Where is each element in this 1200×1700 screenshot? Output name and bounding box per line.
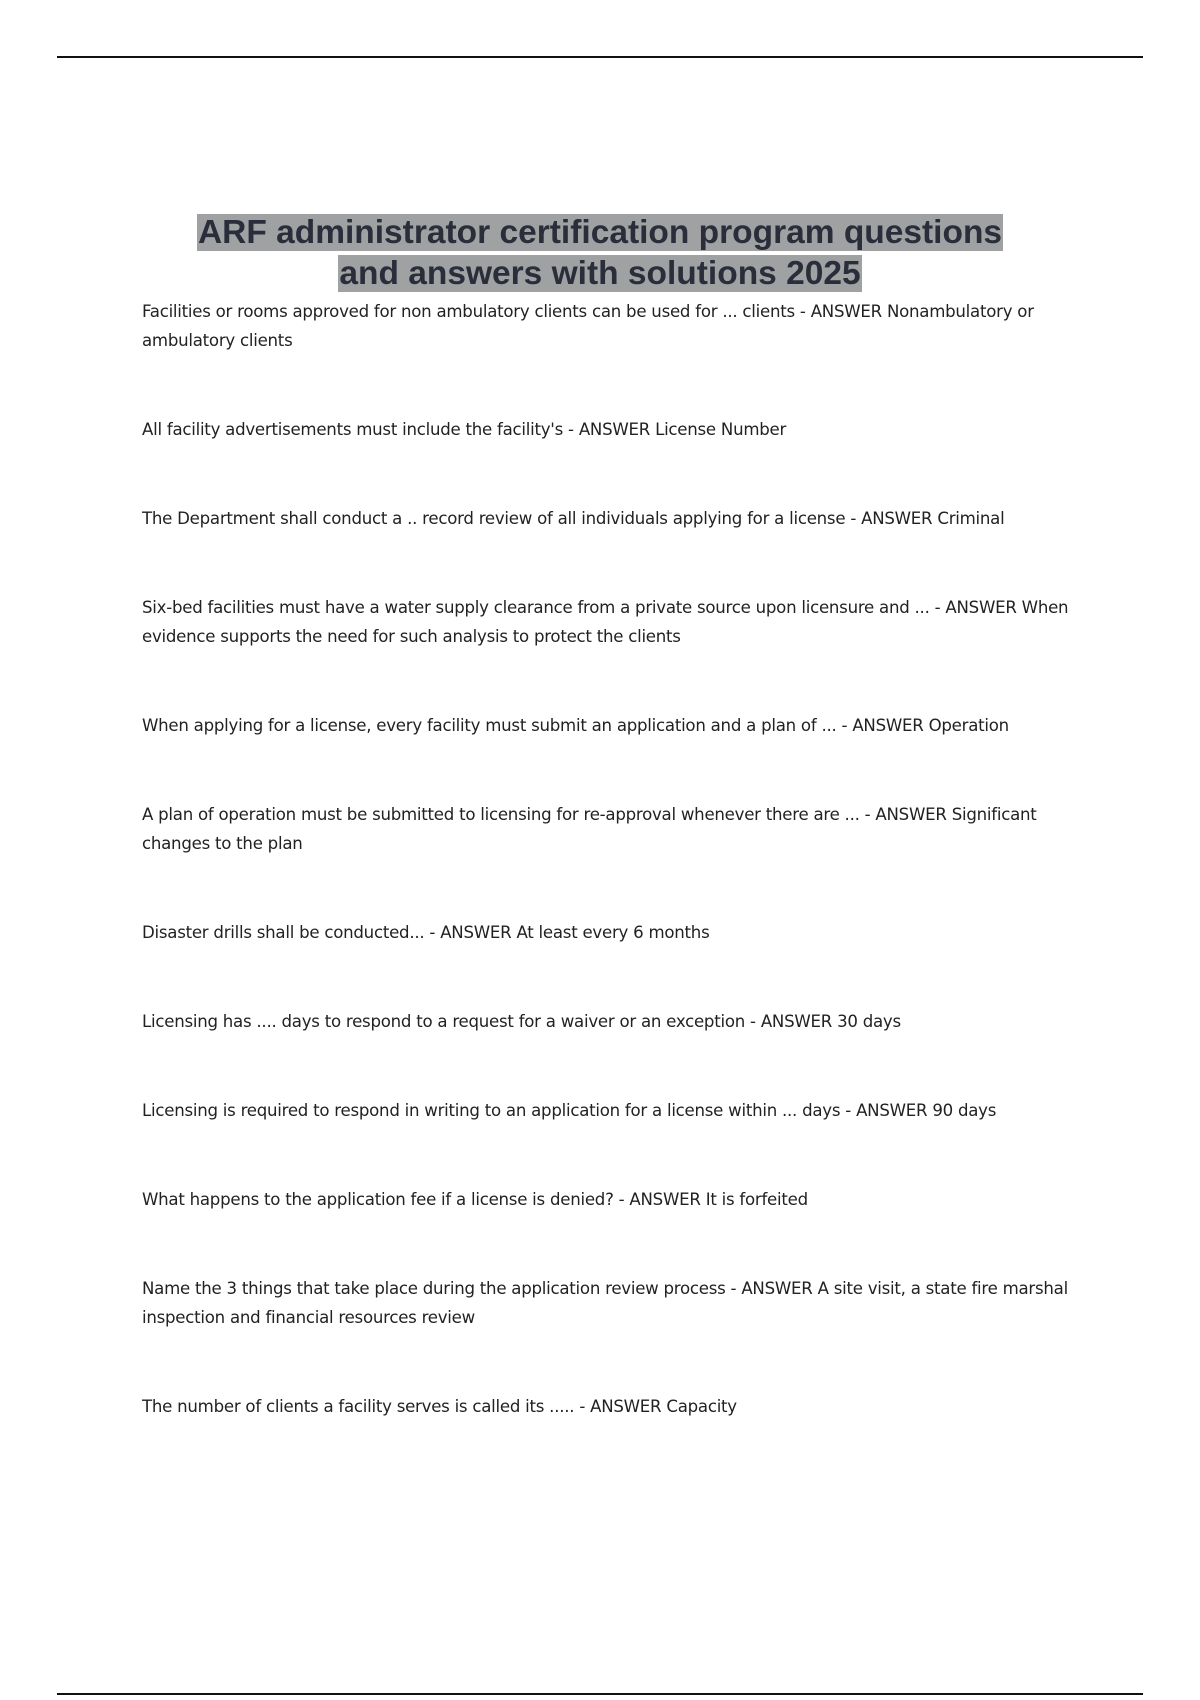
answer-text: At least every 6 months xyxy=(516,923,710,942)
answer-separator: - xyxy=(424,923,441,942)
answer-label: ANSWER xyxy=(629,1190,701,1209)
qa-item xyxy=(142,711,1082,740)
answer-label: ANSWER xyxy=(852,716,924,735)
qa-item xyxy=(142,1185,1082,1214)
qa-item xyxy=(142,504,1082,533)
bottom-rule xyxy=(57,1693,1143,1695)
question-text: The number of clients a facility serves is called its ..... xyxy=(142,1397,575,1416)
answer-separator: - xyxy=(836,716,853,735)
answer-separator: - xyxy=(745,1012,761,1031)
answer-text: A site visit, a state fire marshal inspection and financial resources review xyxy=(142,1279,1068,1327)
answer-text: 30 days xyxy=(837,1012,901,1031)
question-text: What happens to the application fee if a license is denied? xyxy=(142,1190,614,1209)
answer-text: Operation xyxy=(928,716,1009,735)
question-text: A plan of operation must be submitted to licensing for re-approval whenever there are ... xyxy=(142,805,860,824)
qa-item xyxy=(142,1274,1082,1332)
answer-label: ANSWER xyxy=(590,1397,662,1416)
document-title xyxy=(0,212,1200,294)
answer-label: ANSWER xyxy=(945,598,1017,617)
qa-item xyxy=(142,800,1082,858)
question-text: All facility advertisements must include the facility's xyxy=(142,420,564,439)
qa-item xyxy=(142,297,1082,355)
qa-item xyxy=(142,593,1082,651)
answer-text: It is forfeited xyxy=(705,1190,808,1209)
answer-label: ANSWER xyxy=(760,1012,833,1031)
answer-text: Nonambulatory or ambulatory clients xyxy=(142,302,1034,350)
question-text: Licensing is required to respond in writing to an application for a license within ... days xyxy=(142,1101,841,1120)
answer-separator: - xyxy=(725,1279,742,1298)
answer-text: License Number xyxy=(655,420,787,439)
question-text: When applying for a license, every facility must submit an application and a plan of ... xyxy=(142,716,837,735)
qa-item xyxy=(142,415,1082,444)
title-line-1: ARF administrator certification program questions xyxy=(197,214,1003,251)
qa-item xyxy=(142,1392,1082,1421)
answer-text: Significant changes to the plan xyxy=(142,805,1037,853)
answer-separator: - xyxy=(563,420,579,439)
answer-label: ANSWER xyxy=(810,302,882,321)
answer-label: ANSWER xyxy=(875,805,947,824)
answer-text: Criminal xyxy=(937,509,1005,528)
qa-item xyxy=(142,1007,1082,1036)
title-line-2: and answers with solutions 2025 xyxy=(339,255,861,292)
qa-list xyxy=(142,297,1082,1421)
question-text: Six-bed facilities must have a water supply clearance from a private source upon licensure and ... xyxy=(142,598,930,617)
answer-separator: - xyxy=(574,1397,591,1416)
question-text: The Department shall conduct a .. record review of all individuals applying for a license xyxy=(142,509,846,528)
answer-label: ANSWER xyxy=(861,509,933,528)
answer-separator: - xyxy=(845,509,862,528)
answer-label: ANSWER xyxy=(578,420,651,439)
answer-text: Capacity xyxy=(666,1397,737,1416)
answer-separator: - xyxy=(840,1101,857,1120)
answer-label: ANSWER xyxy=(741,1279,813,1298)
answer-text: 90 days xyxy=(932,1101,997,1120)
question-text: Disaster drills shall be conducted... xyxy=(142,923,425,942)
answer-separator: - xyxy=(794,302,811,321)
question-text: Facilities or rooms approved for non ambulatory clients can be used for ... clients xyxy=(142,302,795,321)
question-text: Name the 3 things that take place during the application review process xyxy=(142,1279,726,1298)
qa-item xyxy=(142,918,1082,947)
question-text: Licensing has .... days to respond to a request for a waiver or an exception xyxy=(142,1012,746,1031)
answer-label: ANSWER xyxy=(440,923,512,942)
qa-item xyxy=(142,1096,1082,1125)
answer-text: When evidence supports the need for such analysis to protect the clients xyxy=(142,598,1069,646)
answer-separator: - xyxy=(859,805,876,824)
answer-separator: - xyxy=(929,598,946,617)
answer-separator: - xyxy=(613,1190,630,1209)
top-rule xyxy=(57,56,1143,58)
answer-label: ANSWER xyxy=(856,1101,928,1120)
